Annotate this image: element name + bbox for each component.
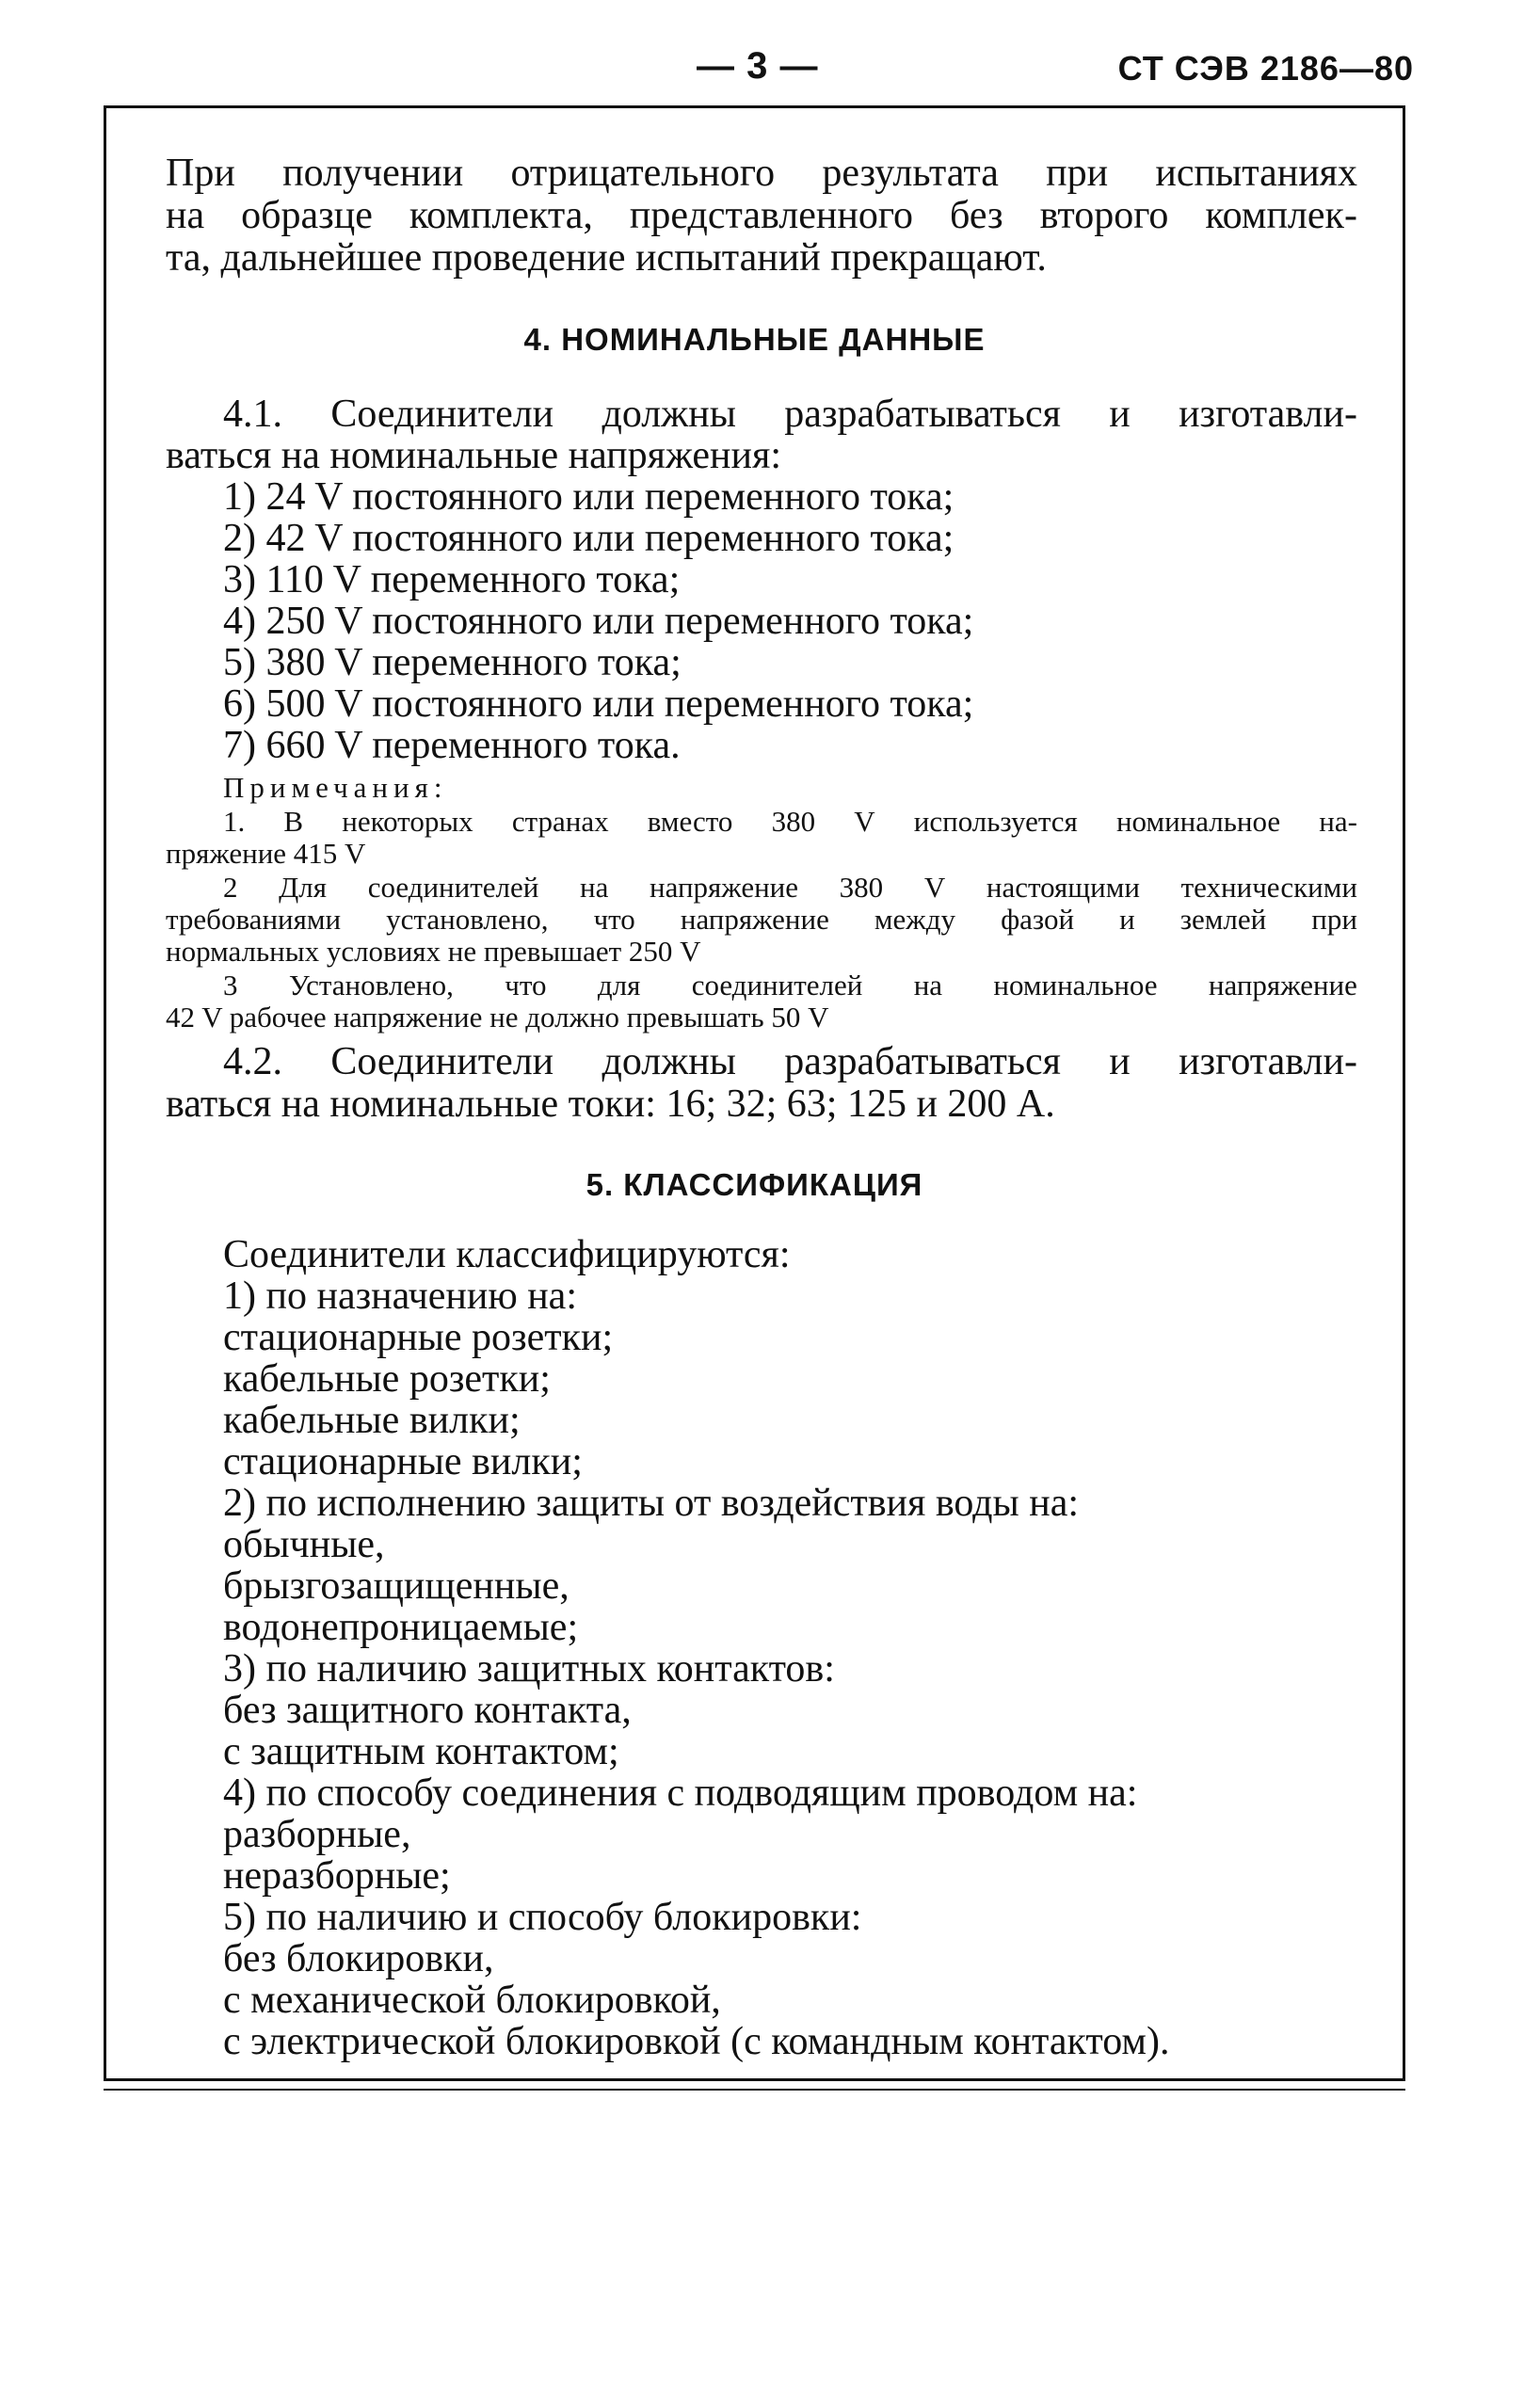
section-5-heading: 5. КЛАССИФИКАЦИЯ [586,1167,923,1202]
standard-designation: СТ СЭВ 2186—80 [1117,49,1414,88]
page-number: — 3 — [697,45,819,87]
section-4-heading: 4. НОМИНАЛЬНЫЕ ДАННЫЕ [523,322,986,357]
voltage-item-6: 6) 500 V постоянного или переменного тока; [223,682,974,726]
note-line-4: требованиями установлено, что напряжение между фазой и землей при [166,903,1357,936]
class-line-13: с защитным контактом; [223,1730,619,1773]
p41-line-1: 4.1. Соединители должны разрабатываться и изготавли- [223,393,1357,436]
voltage-item-1: 1) 24 V постоянного или переменного тока; [223,475,954,519]
voltage-item-5: 5) 380 V переменного тока; [223,641,682,684]
class-line-15: разборные, [223,1813,411,1856]
intro-line-1: При получении отрицательного результата при испытаниях [166,152,1357,195]
voltage-item-7: 7) 660 V переменного тока. [223,724,681,767]
voltage-item-4: 4) 250 V постоянного или переменного тока; [223,600,974,643]
note-line-5: нормальных условиях не превышает 250 V [166,935,701,968]
voltage-item-3: 3) 110 V переменного тока; [223,558,681,601]
class-line-19: с механической блокировкой, [223,1979,721,2022]
p41-line-2: ваться на номинальные напряжения: [166,434,781,477]
class-line-16: неразборные; [223,1854,451,1898]
class-line-1: Соединители классифицируются: [223,1233,791,1276]
class-line-5: кабельные вилки; [223,1399,521,1442]
note-line-7: 42 V рабочее напряжение не должно превышать 50 V [166,1001,829,1034]
intro-line-2: на образце комплекта, представленного без второго комплек- [166,194,1357,237]
class-line-3: стационарные розетки; [223,1316,614,1359]
class-line-8: обычные, [223,1523,385,1566]
class-line-17: 5) по наличию и способу блокировки: [223,1896,862,1939]
class-line-11: 3) по наличию защитных контактов: [223,1647,835,1691]
class-line-2: 1) по назначению на: [223,1274,577,1318]
voltage-item-2: 2) 42 V постоянного или переменного тока; [223,517,954,560]
class-line-18: без блокировки, [223,1937,494,1980]
class-line-7: 2) по исполнению защиты от воздействия воды на: [223,1482,1080,1525]
note-line-6: 3 Установлено, что для соединителей на номинальное напряжение [223,969,1357,1002]
p42-line-1: 4.2. Соединители должны разрабатываться и изготавли- [223,1040,1357,1083]
note-line-3: 2 Для соединителей на напряжение 380 V настоящими техническими [223,871,1357,904]
class-line-4: кабельные розетки; [223,1357,551,1401]
notes-title: Примечания: [223,771,448,804]
note-line-1: 1. В некоторых странах вместо 380 V используется номинальное на- [223,805,1357,838]
class-line-10: водонепроницаемые; [223,1606,579,1649]
p42-line-2: ваться на номинальные токи: 16; 32; 63; 125 и 200 А. [166,1082,1055,1126]
class-line-9: брызгозащищенные, [223,1564,569,1608]
note-line-2: пряжение 415 V [166,837,366,870]
class-line-12: без защитного контакта, [223,1689,632,1732]
class-line-20: с электрической блокировкой (с командным контактом). [223,2020,1170,2063]
intro-line-3: та, дальнейшее проведение испытаний прекращают. [166,236,1047,280]
bottom-rule-thin [104,2089,1405,2091]
bottom-rule [104,2078,1405,2081]
class-line-14: 4) по способу соединения с подводящим проводом на: [223,1771,1138,1815]
class-line-6: стационарные вилки; [223,1440,583,1483]
